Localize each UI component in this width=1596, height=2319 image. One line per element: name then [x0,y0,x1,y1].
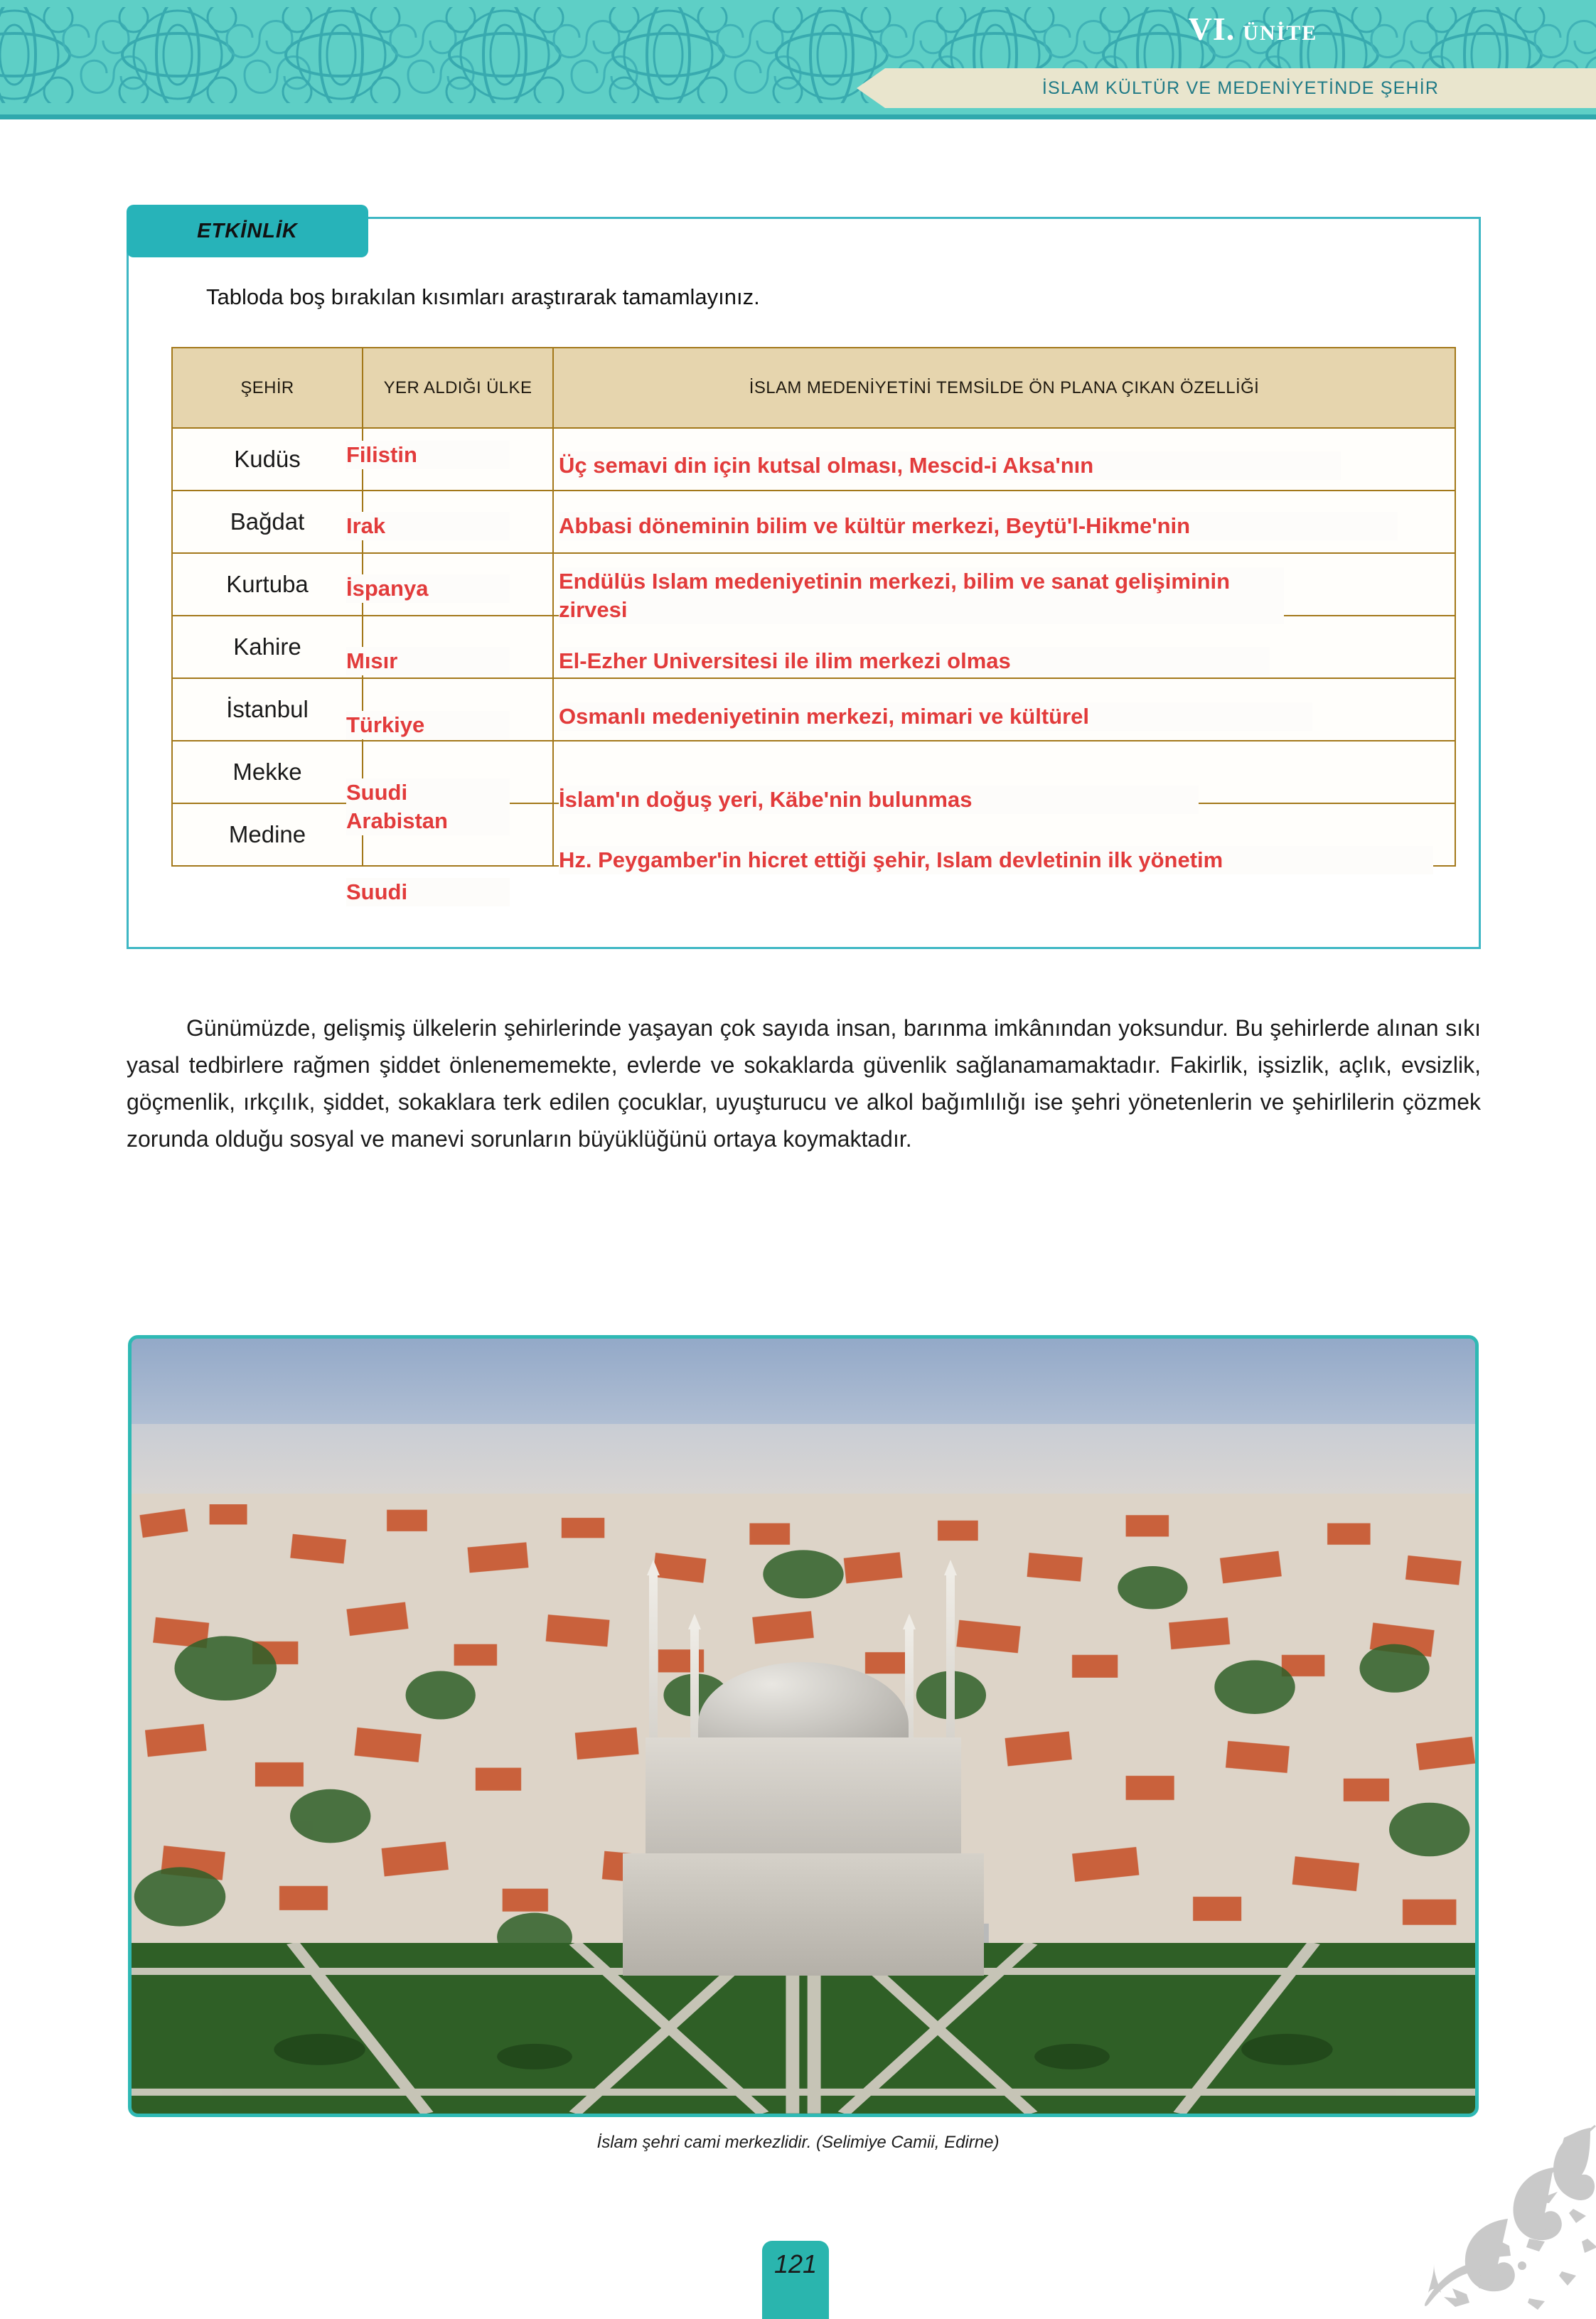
cell-city: Medine [172,803,363,866]
cities-table [171,347,1456,867]
table-row [172,616,1455,678]
cell-feature [553,678,1455,741]
table-row [172,428,1455,491]
cell-city: Kurtuba [172,553,363,616]
activity-tab [127,205,368,257]
answer-country: Türkiye [346,711,510,739]
activity-instruction: Tabloda boş bırakılan kısımları araştırarak tamamlayınız. [206,284,760,310]
answer-country: Mısır [346,647,510,675]
column-header-country: YER ALDIĞI ÜLKE [363,348,553,428]
table-body [172,428,1455,866]
cell-feature [553,553,1455,616]
cell-country [363,428,553,491]
cell-country [363,553,553,616]
photo-frame [128,1335,1479,2117]
cell-country [363,491,553,553]
answer-country: İspanya [346,574,510,603]
unit-title: İSLAM KÜLTÜR VE MEDENİYETİNDE ŞEHİR [885,68,1596,108]
cell-feature [553,616,1455,678]
answer-feature: Osmanlı medeniyetinin merkezi, mimari ve kültürel [559,702,1312,731]
answer-country: Suudi [346,878,510,906]
corner-ornament [1383,2125,1596,2310]
cell-city: Kudüs [172,428,363,491]
answer-feature: El-Ezher Universitesi ile ilim merkezi olmas [559,647,1270,675]
photo-caption: İslam şehri cami merkezlidir. (Selimiye Camii, Edirne) [0,2133,1596,2153]
table-row [172,678,1455,741]
cell-feature [553,741,1455,803]
cell-country [363,741,553,803]
selimiye-mosque [615,1649,991,1990]
aerial-city-photo [132,1339,1475,2114]
unit-roman: VI. [1189,11,1236,47]
unit-number [455,10,1596,48]
cell-city: Bağdat [172,491,363,553]
header-divider-rule [0,114,1596,119]
unit-word: ÜNİTE [1243,21,1317,45]
answer-country: Filistin [346,441,510,469]
answer-feature: Üç semavi din için kutsal olması, Mescid-i Aksa'nın [559,451,1341,480]
column-header-feature: İSLAM MEDENİYETİNİ TEMSİLDE ÖN PLANA ÇIKAN ÖZELLİĞİ [553,348,1455,428]
column-header-city: ŞEHİR [172,348,363,428]
answer-feature: İslam'ın doğuş yeri, Käbe'nin bulunmas [559,786,1199,814]
cell-city: Kahire [172,616,363,678]
body-paragraph: Günümüzde, gelişmiş ülkelerin şehirlerinde yaşayan çok sayıda insan, barınma imkânından yoksundur. Bu şehirlerde alınan sıkı yasal tedbirlere rağmen şiddet önlenememekte, evlerde ve sokaklarda güvenlik sağlanamamaktadır. Fakirlik, işsizlik, açlık, evsizlik, göçmenlik, ırkçılık, şiddet, sokaklara terk edilen çocuklar, uyuşturucu ve alkol bağımlılığı ise şehri yönetenlerin ve şehirlilerin çözmek zorunda olduğu sosyal ve manevi sorunların büyüklüğünü ortaya koymaktadır. [127,1009,1481,1157]
table-row [172,491,1455,553]
answer-feature: Endülüs Islam medeniyetinin merkezi, bilim ve sanat gelişiminin zirvesi [559,567,1284,624]
answer-country: Irak [346,512,510,540]
page-number: 121 [762,2249,829,2279]
cell-country [363,803,553,866]
table-row [172,741,1455,803]
answer-feature: Abbasi döneminin bilim ve kültür merkezi, Beytü'l-Hikme'nin [559,512,1398,540]
cell-city: İstanbul [172,678,363,741]
activity-tab-label: ETKİNLİK [127,205,368,257]
cell-feature [553,428,1455,491]
answer-country: Suudi Arabistan [346,778,510,835]
unit-title-plate [885,68,1596,108]
cell-country [363,616,553,678]
cell-country [363,678,553,741]
cell-feature [553,803,1455,866]
table-row [172,553,1455,616]
page-number-badge [762,2241,829,2319]
cell-feature [553,491,1455,553]
table-header-row [172,348,1455,428]
cell-city: Mekke [172,741,363,803]
table-row [172,803,1455,866]
answer-feature: Hz. Peygamber'in hicret ettiği şehir, Islam devletinin ilk yönetim [559,846,1433,874]
mosque-courtyard [623,1853,984,1976]
